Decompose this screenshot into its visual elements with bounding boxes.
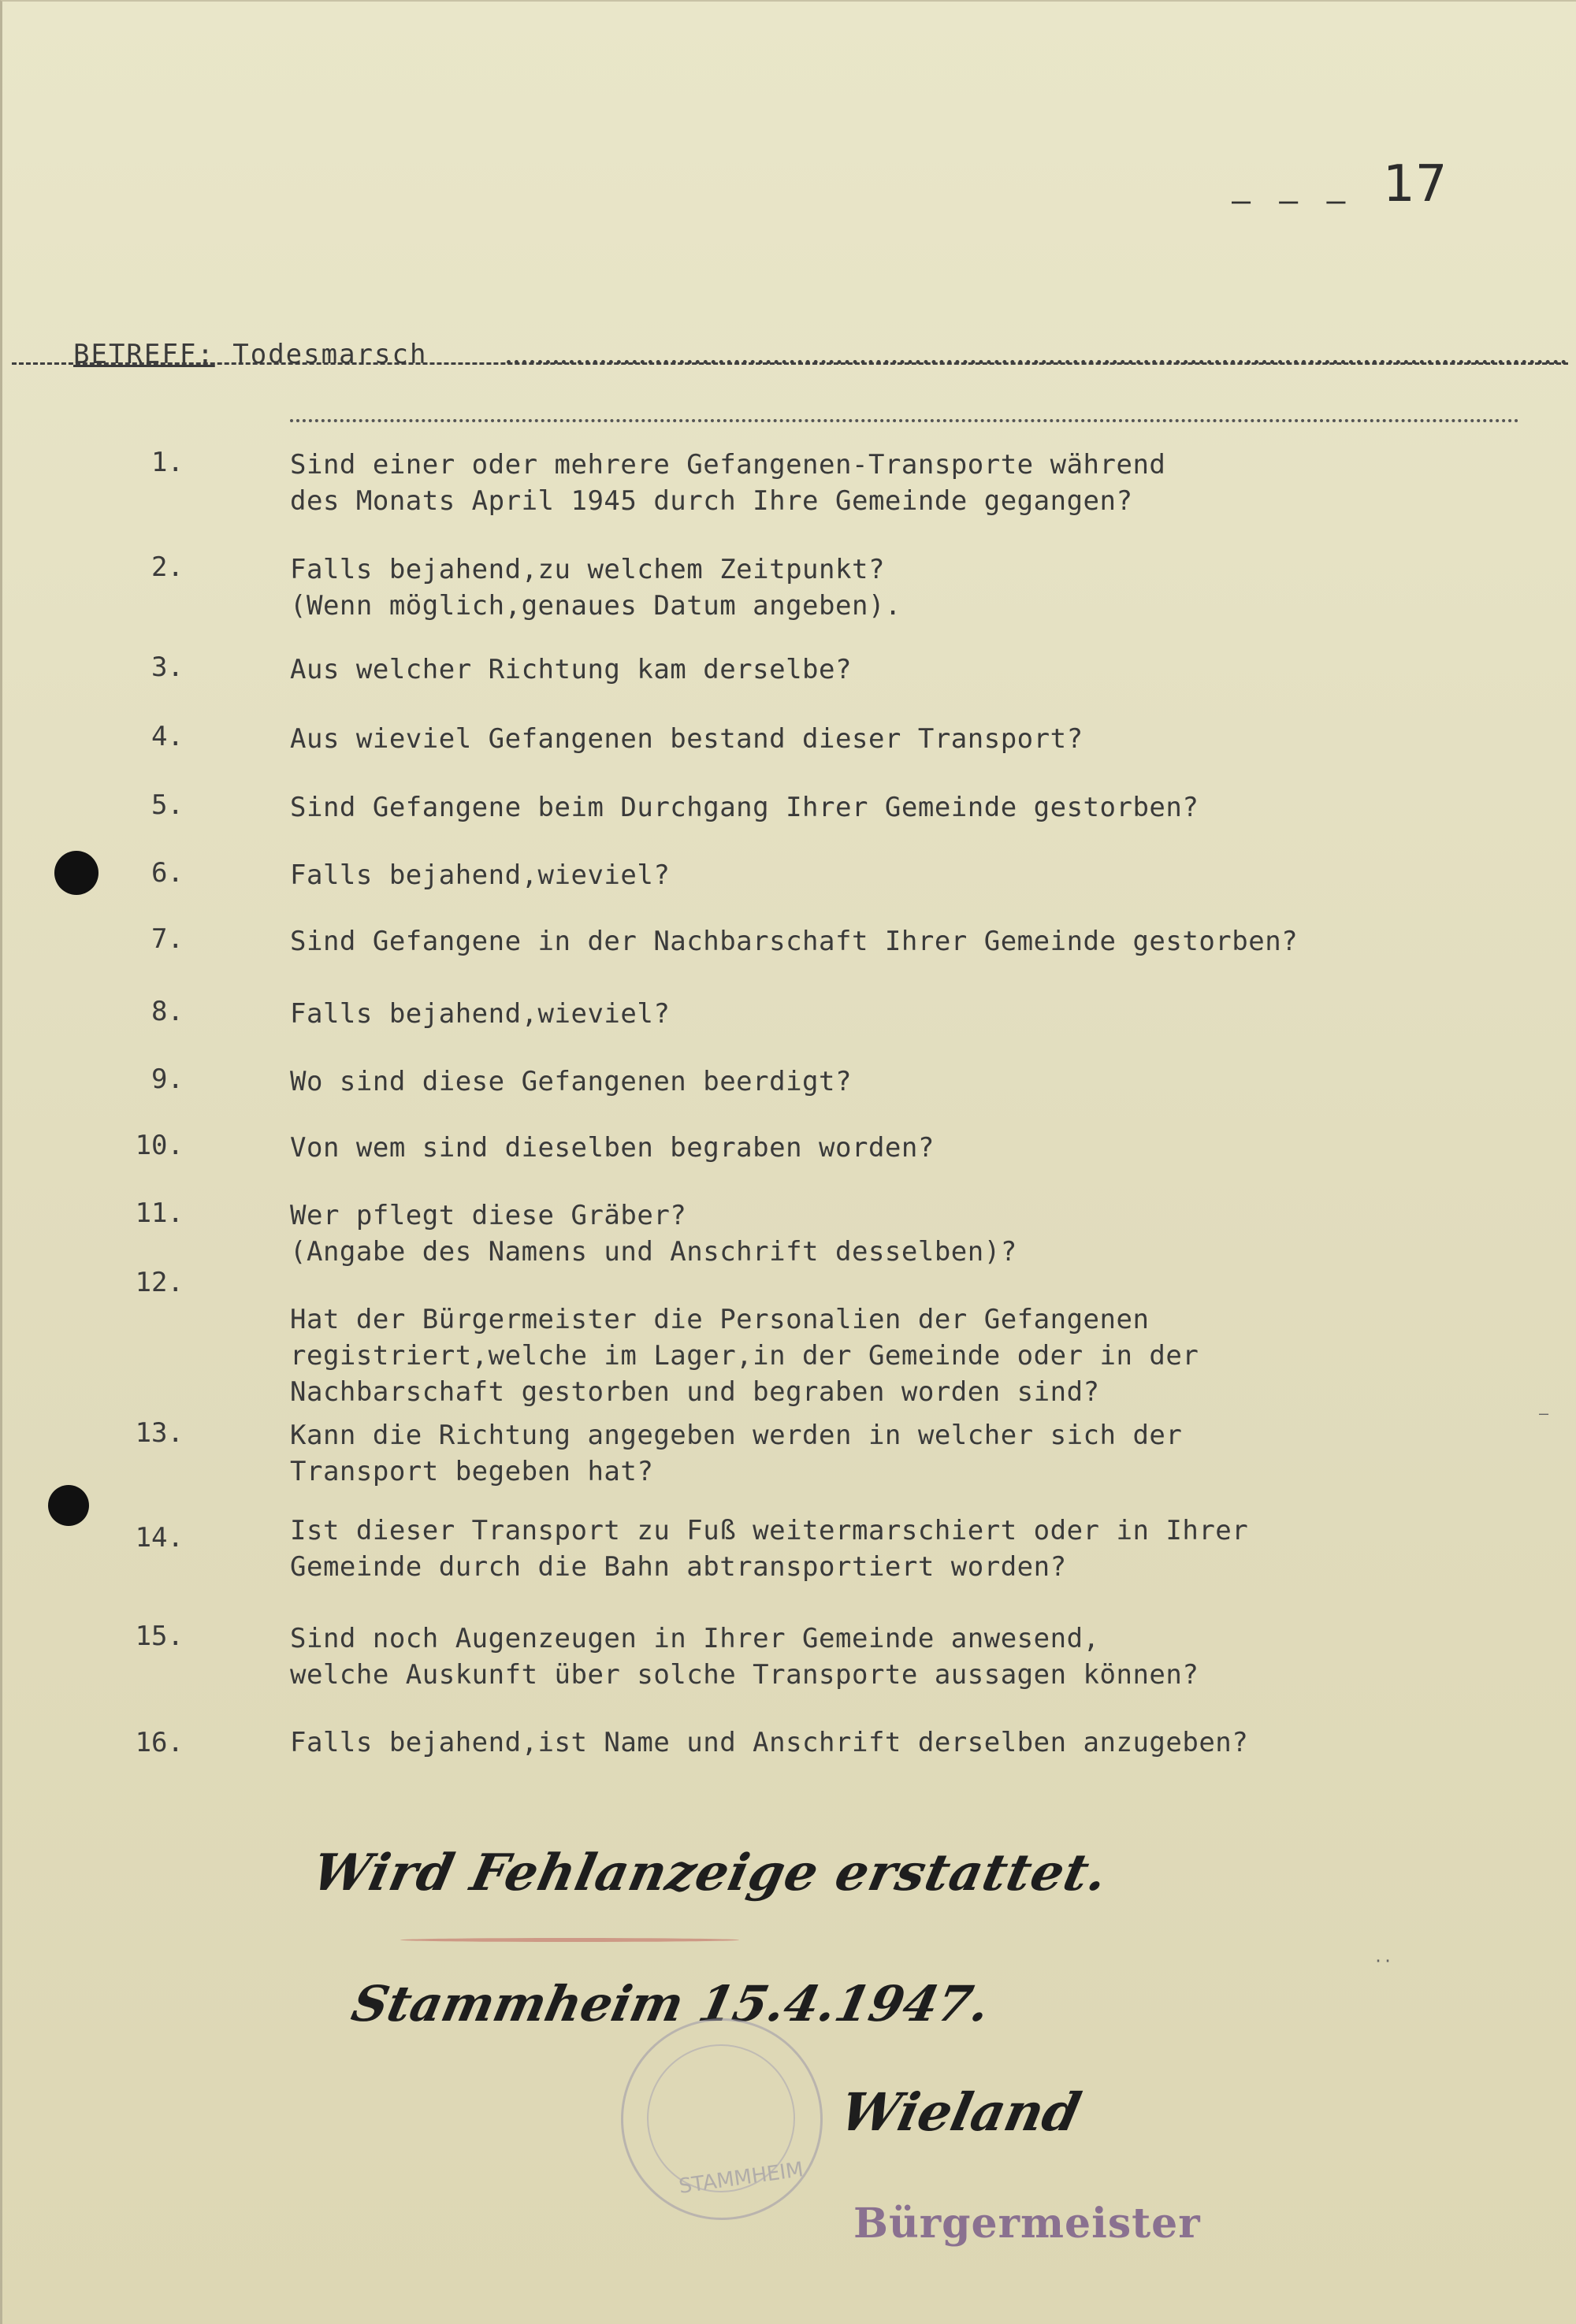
handwritten-note: Wird Fehlanzeige erstattet. [307,1843,1113,1903]
paper-speck: ·· [1373,1951,1393,1970]
official-seal [621,2018,823,2220]
question-number: 1. [151,447,184,478]
question-text: Falls bejahend,zu welchem Zeitpunkt? (Wenn möglich,genaues Datum angeben). [290,554,901,622]
question-text: Sind Gefangene beim Durchgang Ihrer Gemeinde gestorben? [290,792,1199,823]
paper-speck: – [1539,1404,1549,1423]
question-number: 6. [151,857,184,889]
question-number: 7. [151,923,184,955]
title-stamp: Bürgermeister [853,2200,1201,2248]
question-number: 2. [151,551,184,583]
page-number: 17 [1383,155,1448,213]
red-pencil-mark [400,1938,739,1942]
question-number: 12. [135,1267,184,1298]
subject-line [73,339,427,370]
question-number: 16. [135,1727,184,1758]
question-text: Wer pflegt diese Gräber? (Angabe des Namens und Anschrift desselben)? [290,1200,1017,1268]
question-text: Kann die Richtung angegeben werden in welcher sich der Transport begeben hat? [290,1420,1183,1487]
question-text: Falls bejahend,wieviel? [290,998,671,1030]
question-text: Ist dieser Transport zu Fuß weitermarschiert oder in Ihrer Gemeinde durch die Bahn abtransportiert worden? [290,1515,1249,1583]
question-number: 14. [135,1522,184,1554]
question-text: Hat der Bürgermeister die Personalien der Gefangenen registriert,welche im Lager,in der Gemeinde oder in der Nachbarschaft gestorben und begraben worden sind? [290,1304,1199,1408]
question-number: 4. [151,721,184,752]
question-text: Aus wieviel Gefangenen bestand dieser Transport? [290,723,1084,755]
question-text: Von wem sind dieselben begraben worden? [290,1132,935,1164]
question-text: Falls bejahend,ist Name und Anschrift derselben anzugeben? [290,1727,1249,1758]
question-number: 11. [135,1197,184,1229]
question-text: Aus welcher Richtung kam derselbe? [290,654,852,685]
question-number: 13. [135,1417,184,1449]
seal-text: STAMMHEIM [677,2158,805,2199]
subject-label: BETREFF: [73,339,215,370]
subject-value: Todesmarsch [232,339,428,370]
question-text: Wo sind diese Gefangenen beerdigt? [290,1066,852,1097]
page-number-marks: – — – [1232,183,1351,219]
question-number: 8. [151,996,184,1027]
question-number: 15. [135,1620,184,1652]
subject-continuation-dots [290,419,1519,422]
punch-hole [54,851,98,895]
question-text: Sind noch Augenzeugen in Ihrer Gemeinde anwesend, welche Auskunft über solche Transporte aussagen können? [290,1623,1199,1691]
question-number: 10. [135,1130,184,1161]
question-number: 5. [151,789,184,821]
question-number: 3. [151,652,184,683]
question-text: Sind Gefangene in der Nachbarschaft Ihrer Gemeinde gestorben? [290,926,1299,957]
header-dotted-rule [507,360,1567,364]
question-number: 9. [151,1064,184,1095]
handwritten-place-date: Stammheim 15.4.1947. [347,1975,995,2033]
question-text: Falls bejahend,wieviel? [290,859,671,891]
handwritten-signature: Wieland [834,2081,1087,2143]
punch-hole [48,1485,89,1526]
question-text: Sind einer oder mehrere Gefangenen-Transporte während des Monats April 1945 durch Ihre Gemeinde gegangen? [290,449,1166,517]
